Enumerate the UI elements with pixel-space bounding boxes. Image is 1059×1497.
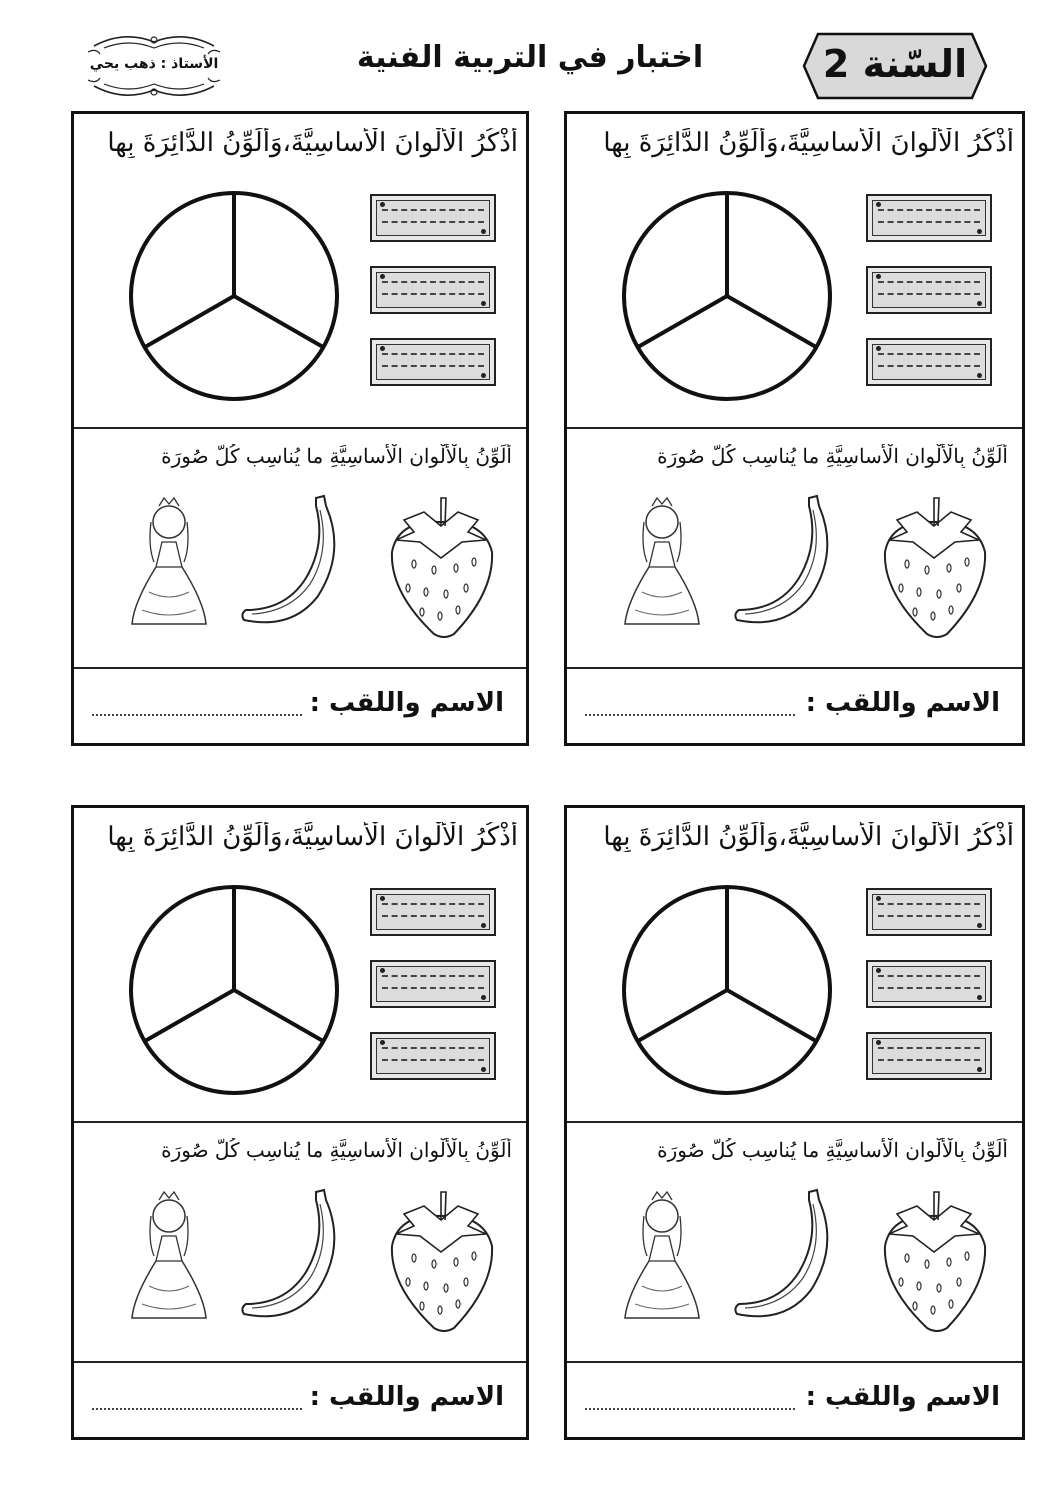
color-wheel[interactable] <box>617 186 837 406</box>
answer-box-3[interactable] <box>370 1032 496 1080</box>
question-color-pictures: أُلَوِّنُ بِالْأَلْوانِ الْأَساسِيَّةِ ما يُناسِب كُلَّ صُورَة <box>161 1138 512 1162</box>
name-label: الاسم واللقب : <box>805 688 1000 718</box>
answer-box-1[interactable] <box>370 888 496 936</box>
section-divider <box>74 427 526 429</box>
question-primary-colors: أُذْكُرُ الْأَلْوانَ الْأَساسِيَّةَ،وَأُلَوِّنُ الدَّائِرَةَ بِها <box>107 822 518 852</box>
banana-icon[interactable] <box>727 1186 847 1326</box>
name-label: الاسم واللقب : <box>309 688 504 718</box>
princess-icon[interactable] <box>617 492 707 632</box>
answer-box-2[interactable] <box>370 266 496 314</box>
name-field-row <box>567 670 1022 746</box>
name-field-row <box>74 1364 526 1440</box>
answer-box-1[interactable] <box>866 194 992 242</box>
name-input-line[interactable] <box>92 1408 302 1410</box>
name-field-row <box>567 1364 1022 1440</box>
answer-box-2[interactable] <box>370 960 496 1008</box>
princess-icon[interactable] <box>124 492 214 632</box>
name-input-line[interactable] <box>92 714 302 716</box>
section-divider <box>567 427 1022 429</box>
strawberry-icon[interactable] <box>384 1186 499 1336</box>
name-field-row <box>74 670 526 746</box>
question-color-pictures: أُلَوِّنُ بِالْأَلْوانِ الْأَساسِيَّةِ ما يُناسِب كُلَّ صُورَة <box>161 444 512 468</box>
princess-icon[interactable] <box>124 1186 214 1326</box>
answer-box-3[interactable] <box>866 1032 992 1080</box>
quiz-card-4 <box>564 805 1025 1440</box>
banana-icon[interactable] <box>234 492 354 632</box>
teacher-ornament-badge <box>84 30 224 102</box>
answer-box-3[interactable] <box>370 338 496 386</box>
section-divider <box>567 1361 1022 1363</box>
section-divider <box>74 1121 526 1123</box>
strawberry-icon[interactable] <box>877 492 992 642</box>
answer-box-2[interactable] <box>866 960 992 1008</box>
princess-icon[interactable] <box>617 1186 707 1326</box>
year-label <box>800 30 990 102</box>
section-divider <box>567 667 1022 669</box>
question-primary-colors: أُذْكُرُ الْأَلْوانَ الْأَساسِيَّةَ،وَأُلَوِّنُ الدَّائِرَةَ بِها <box>107 128 518 158</box>
name-input-line[interactable] <box>585 1408 795 1410</box>
banana-icon[interactable] <box>234 1186 354 1326</box>
question-color-pictures: أُلَوِّنُ بِالْأَلْوانِ الْأَساسِيَّةِ ما يُناسِب كُلَّ صُورَة <box>657 1138 1008 1162</box>
quiz-card-3 <box>71 805 529 1440</box>
answer-box-2[interactable] <box>866 266 992 314</box>
name-label: الاسم واللقب : <box>309 1382 504 1412</box>
teacher-name: الأستاذ : ذهب يحي <box>89 56 219 72</box>
question-primary-colors: أُذْكُرُ الْأَلْوانَ الْأَساسِيَّةَ،وَأُلَوِّنُ الدَّائِرَةَ بِها <box>603 128 1014 158</box>
section-divider <box>567 1121 1022 1123</box>
answer-box-1[interactable] <box>370 194 496 242</box>
color-wheel[interactable] <box>124 186 344 406</box>
page-title: اختبار في التربية الفنية <box>356 40 704 75</box>
banana-icon[interactable] <box>727 492 847 632</box>
name-label: الاسم واللقب : <box>805 1382 1000 1412</box>
strawberry-icon[interactable] <box>384 492 499 642</box>
page-header <box>0 0 1059 110</box>
question-color-pictures: أُلَوِّنُ بِالْأَلْوانِ الْأَساسِيَّةِ ما يُناسِب كُلَّ صُورَة <box>657 444 1008 468</box>
section-divider <box>74 667 526 669</box>
question-primary-colors: أُذْكُرُ الْأَلْوانَ الْأَساسِيَّةَ،وَأُلَوِّنُ الدَّائِرَةَ بِها <box>603 822 1014 852</box>
strawberry-icon[interactable] <box>877 1186 992 1336</box>
color-wheel[interactable] <box>617 880 837 1100</box>
color-wheel[interactable] <box>124 880 344 1100</box>
quiz-card-2 <box>564 111 1025 746</box>
year-text: السّنة 2 <box>822 42 968 86</box>
quiz-card-1 <box>71 111 529 746</box>
section-divider <box>74 1361 526 1363</box>
answer-box-1[interactable] <box>866 888 992 936</box>
name-input-line[interactable] <box>585 714 795 716</box>
answer-box-3[interactable] <box>866 338 992 386</box>
